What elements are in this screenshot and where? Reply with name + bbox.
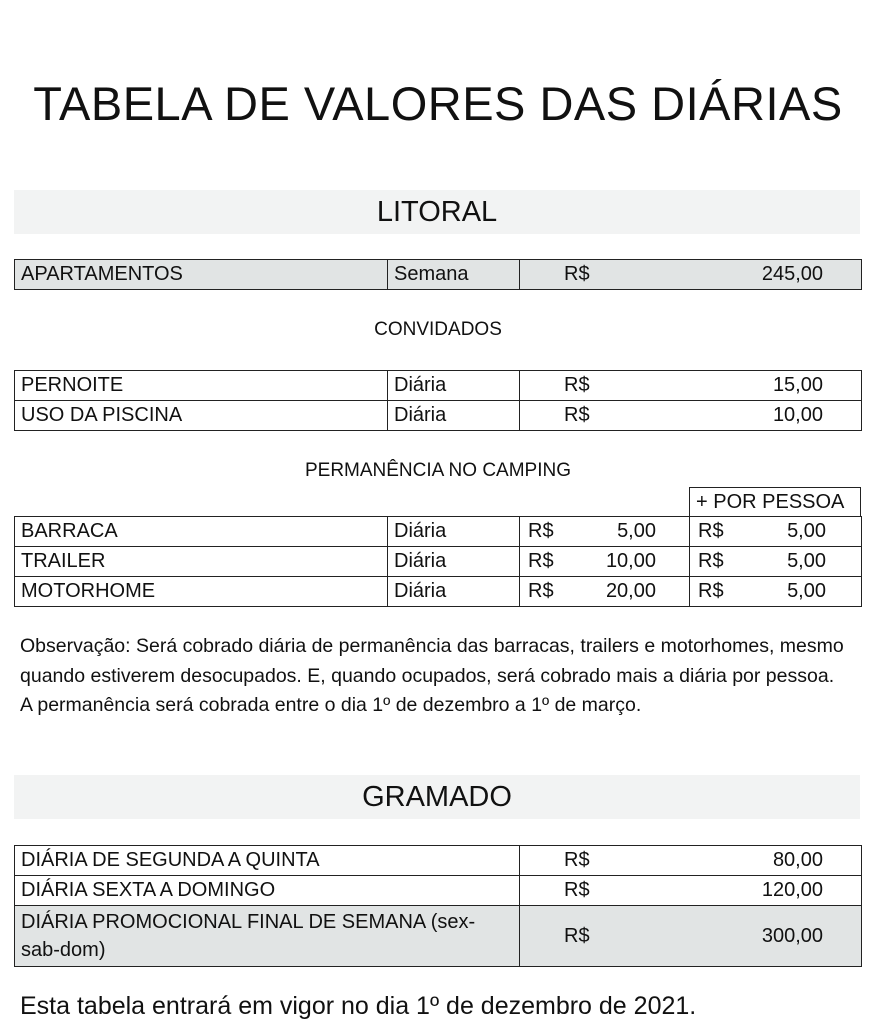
- table-row: [15, 906, 862, 967]
- period-label: Diária: [388, 401, 520, 431]
- table-row: [15, 577, 862, 607]
- table-row: [15, 876, 862, 906]
- price-cell: [520, 906, 862, 967]
- item-label: MOTORHOME: [15, 577, 388, 607]
- currency: R$: [698, 550, 724, 572]
- period-label: Diária: [388, 371, 520, 401]
- price-value: 120,00: [761, 879, 823, 901]
- table-row: [15, 547, 862, 577]
- table-row: [15, 401, 862, 431]
- currency: R$: [698, 520, 724, 542]
- currency: R$: [528, 580, 554, 602]
- item-label: DIÁRIA PROMOCIONAL FINAL DE SEMANA (sex-sab-dom): [15, 906, 520, 967]
- currency: R$: [698, 580, 724, 602]
- price-value: 20,00: [605, 580, 656, 602]
- price-value: 80,00: [772, 849, 823, 871]
- table-row: [15, 371, 862, 401]
- price-cell: [520, 577, 690, 607]
- price-value: 245,00: [761, 263, 823, 285]
- period-label: Diária: [388, 547, 520, 577]
- apartamentos-table: [14, 259, 862, 290]
- period-label: Diária: [388, 517, 520, 547]
- item-label: APARTAMENTOS: [15, 260, 388, 290]
- currency: R$: [528, 550, 554, 572]
- per-person-value: 5,00: [787, 550, 826, 572]
- convidados-table: [14, 370, 862, 431]
- period-label: Diária: [388, 577, 520, 607]
- item-label: TRAILER: [15, 547, 388, 577]
- table-row: [15, 260, 862, 290]
- item-label: PERNOITE: [15, 371, 388, 401]
- price-value: 10,00: [772, 404, 823, 426]
- currency: R$: [564, 924, 590, 947]
- per-person-value: 5,00: [787, 520, 826, 542]
- per-person-value: 5,00: [787, 580, 826, 602]
- price-cell: [520, 260, 862, 290]
- price-cell: [520, 547, 690, 577]
- item-label: USO DA PISCINA: [15, 401, 388, 431]
- price-value: 10,00: [605, 550, 656, 572]
- price-value: 300,00: [761, 924, 823, 947]
- price-value: 5,00: [617, 520, 656, 542]
- page-title: TABELA DE VALORES DAS DIÁRIAS: [33, 77, 843, 130]
- currency: R$: [564, 879, 590, 901]
- item-label: DIÁRIA DE SEGUNDA A QUINTA: [15, 846, 520, 876]
- table-row: [15, 517, 862, 547]
- per-person-price-cell: [690, 577, 862, 607]
- price-cell: [520, 846, 862, 876]
- section-heading-gramado: GRAMADO: [14, 775, 860, 819]
- per-person-header: + POR PESSOA: [689, 487, 861, 517]
- item-label: BARRACA: [15, 517, 388, 547]
- price-cell: [520, 401, 862, 431]
- subheading-convidados: CONVIDADOS: [374, 319, 502, 340]
- price-cell: [520, 876, 862, 906]
- price-value: 15,00: [772, 374, 823, 396]
- price-cell: [520, 517, 690, 547]
- gramado-table: [14, 845, 862, 967]
- effective-date-note: Esta tabela entrará em vigor no dia 1º de dezembro de 2021.: [20, 992, 697, 1020]
- period-label: Semana: [388, 260, 520, 290]
- price-cell: [520, 371, 862, 401]
- item-label: DIÁRIA SEXTA A DOMINGO: [15, 876, 520, 906]
- currency: R$: [564, 374, 590, 396]
- currency: R$: [564, 404, 590, 426]
- per-person-price-cell: [690, 547, 862, 577]
- currency: R$: [564, 263, 590, 285]
- observation-note: Observação: Será cobrado diária de permanência das barracas, trailers e motorhomes, mesmo quando estiverem desocupados. E, quando ocupados, será cobrado mais a diária por pessoa. A permanência será cobrada entre o dia 1º de dezembro a 1º de março.: [20, 635, 844, 716]
- currency: R$: [528, 520, 554, 542]
- currency: R$: [564, 849, 590, 871]
- table-row: [15, 846, 862, 876]
- per-person-price-cell: [690, 517, 862, 547]
- section-heading-litoral: LITORAL: [14, 190, 860, 234]
- subheading-camping: PERMANÊNCIA NO CAMPING: [304, 460, 572, 481]
- camping-table: [14, 516, 862, 607]
